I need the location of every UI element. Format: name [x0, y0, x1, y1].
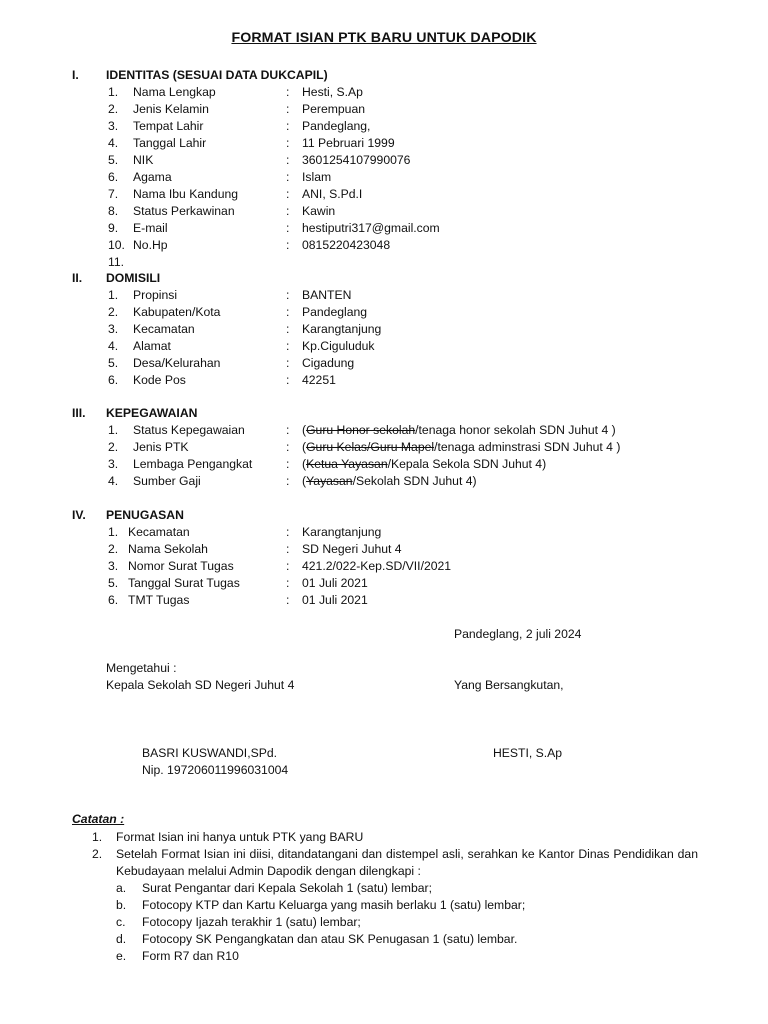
- field-number: 1.: [108, 525, 119, 539]
- field-value: 3601254107990076: [302, 153, 411, 167]
- catatan-item-text: Setelah Format Isian ini diisi, ditandatangani dan distempel asli, serahkan ke Kantor Dinas Pendidikan dan Kebudayaan melalui Admin Dapodik dengan dilengkapi :: [116, 847, 698, 878]
- mengetahui-label: Mengetahui :: [106, 661, 177, 675]
- field-label: Kabupaten/Kota: [133, 305, 221, 319]
- field-number: 4.: [108, 339, 119, 353]
- field-row: [72, 525, 712, 542]
- field-colon: :: [286, 339, 290, 353]
- field-row: [72, 322, 712, 339]
- field-value: [302, 457, 546, 471]
- field-colon: :: [286, 288, 290, 302]
- field-colon: :: [286, 576, 290, 590]
- field-value: Pandeglang: [302, 305, 368, 319]
- field-row: [72, 373, 712, 390]
- field-row: [72, 119, 712, 136]
- catatan-subitem-text: Surat Pengantar dari Kepala Sekolah 1 (satu) lembar;: [142, 881, 432, 895]
- field-colon: :: [286, 373, 290, 387]
- field-value: Perempuan: [302, 102, 366, 116]
- section-identitas: [72, 68, 712, 272]
- struck-option: Yayasan: [306, 474, 353, 488]
- field-colon: :: [286, 542, 290, 556]
- catatan-subitem-letter: a.: [116, 881, 127, 895]
- field-label: Jenis PTK: [133, 440, 189, 454]
- field-value: BANTEN: [302, 288, 352, 302]
- field-number: 3.: [108, 559, 119, 573]
- field-colon: :: [286, 457, 290, 471]
- section-kepegawaian: [72, 406, 712, 491]
- place-date: Pandeglang, 2 juli 2024: [454, 627, 582, 641]
- section-header: [72, 508, 712, 525]
- field-value: Kawin: [302, 204, 336, 218]
- field-row: [72, 474, 712, 491]
- field-row: [72, 85, 712, 102]
- field-row: [72, 153, 712, 170]
- field-colon: :: [286, 356, 290, 370]
- field-colon: :: [286, 187, 290, 201]
- catatan-subitem-letter: c.: [116, 915, 126, 929]
- field-row: [72, 255, 712, 272]
- field-row: [72, 593, 712, 610]
- field-label: Kode Pos: [133, 373, 186, 387]
- field-colon: :: [286, 170, 290, 184]
- field-label: Alamat: [133, 339, 171, 353]
- field-value: Kp.Ciguluduk: [302, 339, 375, 353]
- field-label: Desa/Kelurahan: [133, 356, 221, 370]
- catatan-subitem-letter: e.: [116, 949, 127, 963]
- field-number: 2.: [108, 102, 119, 116]
- field-colon: :: [286, 238, 290, 252]
- field-colon: :: [286, 322, 290, 336]
- field-value: [302, 423, 616, 437]
- field-row: [72, 559, 712, 576]
- catatan-subitem-letter: b.: [116, 898, 127, 912]
- field-label: Kecamatan: [133, 322, 195, 336]
- field-value: Islam: [302, 170, 332, 184]
- section-domisili: [72, 271, 712, 390]
- field-row: [72, 305, 712, 322]
- field-colon: :: [286, 85, 290, 99]
- catatan-item: [92, 846, 698, 880]
- value-text: /Kepala Sekola SDN Juhut 4): [387, 457, 547, 471]
- section-numeral: I.: [72, 68, 79, 82]
- section-numeral: IV.: [72, 508, 86, 522]
- field-number: 3.: [108, 457, 119, 471]
- catatan-subitem-text: Fotocopy KTP dan Kartu Keluarga yang masih berlaku 1 (satu) lembar;: [142, 898, 526, 912]
- catatan-subitem: [92, 948, 698, 965]
- field-label: Nama Lengkap: [133, 85, 216, 99]
- page-title: FORMAT ISIAN PTK BARU UNTUK DAPODIK: [231, 30, 537, 46]
- field-label: Status Perkawinan: [133, 204, 235, 218]
- field-number: 10.: [108, 238, 125, 252]
- value-text: /Sekolah SDN Juhut 4): [352, 474, 477, 488]
- catatan-subitem-letter: d.: [116, 932, 127, 946]
- struck-option: Ketua Yayasan: [306, 457, 388, 471]
- field-row: [72, 221, 712, 238]
- catatan-subitem-text: Fotocopy Ijazah terakhir 1 (satu) lembar;: [142, 915, 361, 929]
- field-value: Karangtanjung: [302, 525, 382, 539]
- field-value: SD Negeri Juhut 4: [302, 542, 402, 556]
- catatan-heading: Catatan :: [72, 812, 125, 826]
- catatan-subitem: [92, 931, 698, 948]
- section-title: KEPEGAWAIAN: [106, 406, 198, 420]
- field-label: Jenis Kelamin: [133, 102, 209, 116]
- field-row: [72, 238, 712, 255]
- field-number: 8.: [108, 204, 119, 218]
- field-number: 6.: [108, 373, 119, 387]
- field-number: 1.: [108, 85, 119, 99]
- field-number: 2.: [108, 440, 119, 454]
- section-title: DOMISILI: [106, 271, 161, 285]
- field-number: 4.: [108, 136, 119, 150]
- section-header: [72, 68, 712, 85]
- field-colon: :: [286, 204, 290, 218]
- catatan-subitem-text: Fotocopy SK Pengangkatan dan atau SK Penugasan 1 (satu) lembar.: [142, 932, 518, 946]
- field-row: [72, 288, 712, 305]
- catatan-subitem: [92, 880, 698, 897]
- field-value: [302, 474, 477, 488]
- field-row: [72, 204, 712, 221]
- section-header: [72, 271, 712, 288]
- field-value: 01 Juli 2021: [302, 593, 368, 607]
- value-text: /tenaga honor sekolah SDN Juhut 4 ): [415, 423, 616, 437]
- catatan-item-number: 1.: [92, 830, 103, 844]
- struck-option: Guru Honor sekolah: [306, 423, 416, 437]
- field-label: Sumber Gaji: [133, 474, 201, 488]
- field-number: 5.: [108, 356, 119, 370]
- section-title: IDENTITAS (SESUAI DATA DUKCAPIL): [106, 68, 328, 82]
- field-label: Tanggal Lahir: [133, 136, 207, 150]
- field-row: [72, 440, 712, 457]
- field-number: 4.: [108, 474, 119, 488]
- field-value: 42251: [302, 373, 336, 387]
- left-signer-role: Kepala Sekolah SD Negeri Juhut 4: [106, 678, 295, 692]
- left-signer-nip: Nip. 197206011996031004: [142, 763, 289, 777]
- field-number: 2.: [108, 305, 119, 319]
- field-label: Nama Sekolah: [128, 542, 208, 556]
- field-label: Kecamatan: [128, 525, 190, 539]
- catatan-list: [92, 829, 698, 965]
- field-number: 3.: [108, 322, 119, 336]
- field-value: Pandeglang,: [302, 119, 371, 133]
- section-numeral: II.: [72, 271, 83, 285]
- field-colon: :: [286, 559, 290, 573]
- field-number: 9.: [108, 221, 119, 235]
- field-number: 6.: [108, 170, 119, 184]
- struck-option: Guru Kelas/Guru Mapel: [306, 440, 435, 454]
- field-colon: :: [286, 221, 290, 235]
- catatan-item-number: 2.: [92, 847, 103, 861]
- field-colon: :: [286, 474, 290, 488]
- section-header: [72, 406, 712, 423]
- field-label: Tanggal Surat Tugas: [128, 576, 240, 590]
- field-colon: :: [286, 593, 290, 607]
- section-penugasan: [72, 508, 712, 610]
- right-signer-role: Yang Bersangkutan,: [454, 678, 564, 692]
- field-value: hestiputri317@gmail.com: [302, 221, 440, 235]
- field-colon: :: [286, 102, 290, 116]
- field-row: [72, 136, 712, 153]
- field-row: [72, 542, 712, 559]
- catatan-item: [92, 829, 698, 846]
- field-value: Cigadung: [302, 356, 355, 370]
- field-value: 0815220423048: [302, 238, 391, 252]
- field-label: Nama Ibu Kandung: [133, 187, 239, 201]
- field-value: ANI, S.Pd.I: [302, 187, 363, 201]
- field-colon: :: [286, 423, 290, 437]
- field-row: [72, 187, 712, 204]
- field-label: E-mail: [133, 221, 168, 235]
- field-colon: :: [286, 525, 290, 539]
- field-colon: :: [286, 136, 290, 150]
- field-number: 1.: [108, 288, 119, 302]
- field-label: Tempat Lahir: [133, 119, 204, 133]
- field-label: Agama: [133, 170, 172, 184]
- field-colon: :: [286, 305, 290, 319]
- field-value: [302, 440, 620, 454]
- field-label: Propinsi: [133, 288, 178, 302]
- catatan-item-text: Format Isian ini hanya untuk PTK yang BARU: [116, 830, 364, 844]
- field-number: 5.: [108, 576, 119, 590]
- section-title: PENUGASAN: [106, 508, 184, 522]
- field-number: 6.: [108, 593, 119, 607]
- field-value: 421.2/022-Kep.SD/VII/2021: [302, 559, 452, 573]
- field-colon: :: [286, 153, 290, 167]
- field-number: 1.: [108, 423, 119, 437]
- field-value: 11 Pebruari 1999: [302, 136, 395, 150]
- field-label: Lembaga Pengangkat: [133, 457, 253, 471]
- field-row: [72, 339, 712, 356]
- field-value: Karangtanjung: [302, 322, 382, 336]
- value-open: (: [302, 423, 307, 437]
- field-row: [72, 170, 712, 187]
- field-value: 01 Juli 2021: [302, 576, 368, 590]
- field-value: Hesti, S.Ap: [302, 85, 363, 99]
- value-open: (: [302, 474, 307, 488]
- field-label: Nomor Surat Tugas: [128, 559, 234, 573]
- field-row: [72, 576, 712, 593]
- section-numeral: III.: [72, 406, 86, 420]
- field-number: 11.: [108, 255, 125, 269]
- catatan-subitem: [92, 897, 698, 914]
- field-number: 2.: [108, 542, 119, 556]
- catatan-subitem: [92, 914, 698, 931]
- field-colon: :: [286, 440, 290, 454]
- value-text: /tenaga adminstrasi SDN Juhut 4 ): [434, 440, 621, 454]
- field-row: [72, 423, 712, 440]
- field-label: No.Hp: [133, 238, 168, 252]
- field-label: NIK: [133, 153, 154, 167]
- right-signer-name: HESTI, S.Ap: [493, 746, 563, 760]
- catatan-subitem-text: Form R7 dan R10: [142, 949, 239, 963]
- field-row: [72, 356, 712, 373]
- field-row: [72, 102, 712, 119]
- field-row: [72, 457, 712, 474]
- field-number: 7.: [108, 187, 119, 201]
- field-label: TMT Tugas: [128, 593, 190, 607]
- field-number: 3.: [108, 119, 119, 133]
- value-open: (: [302, 457, 307, 471]
- value-open: (: [302, 440, 307, 454]
- field-colon: :: [286, 119, 290, 133]
- field-label: Status Kepegawaian: [133, 423, 245, 437]
- field-number: 5.: [108, 153, 119, 167]
- left-signer-name: BASRI KUSWANDI,SPd.: [142, 746, 277, 760]
